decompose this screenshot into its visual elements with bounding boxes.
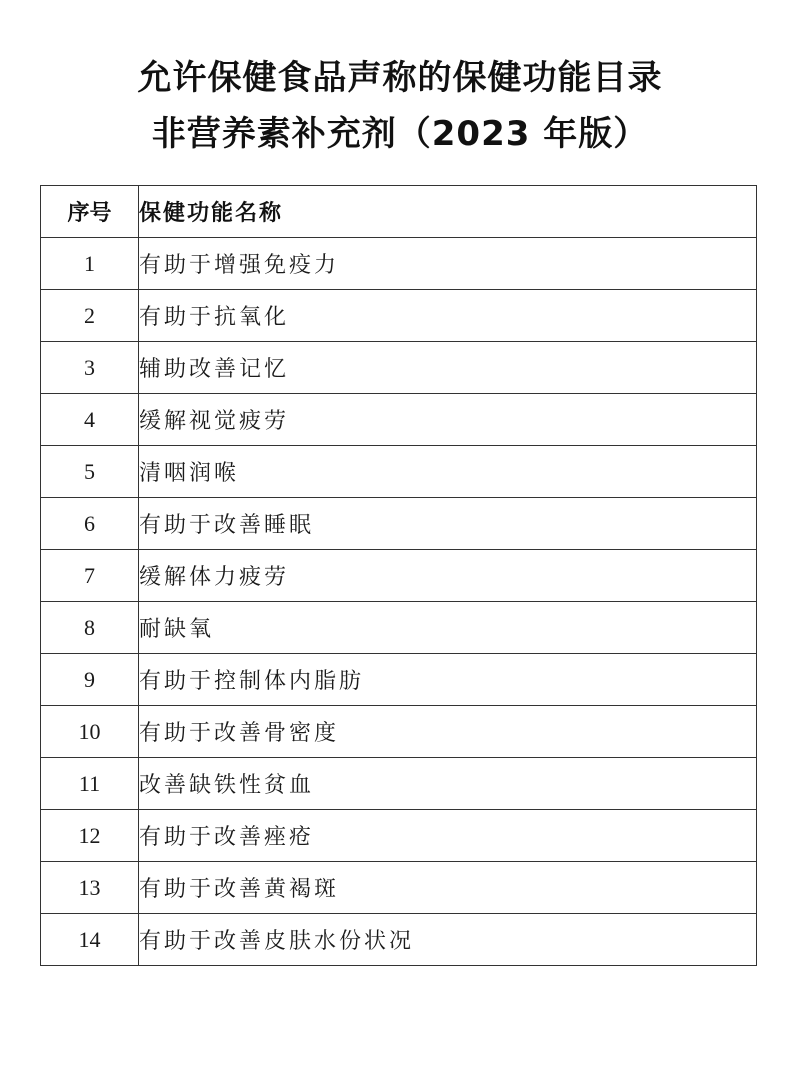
- row-function-name: 耐缺氧: [139, 602, 757, 654]
- row-function-name: 缓解体力疲劳: [139, 550, 757, 602]
- row-function-name: 辅助改善记忆: [139, 342, 757, 394]
- row-number: 10: [41, 706, 139, 758]
- row-number: 8: [41, 602, 139, 654]
- row-function-name: 清咽润喉: [139, 446, 757, 498]
- row-function-name: 改善缺铁性贫血: [139, 758, 757, 810]
- table-row: [41, 550, 757, 602]
- row-function-name: 有助于控制体内脂肪: [139, 654, 757, 706]
- row-function-name: 有助于改善黄褐斑: [139, 862, 757, 914]
- row-number: 3: [41, 342, 139, 394]
- row-function-name: 缓解视觉疲劳: [139, 394, 757, 446]
- row-number: 4: [41, 394, 139, 446]
- table-row: [41, 290, 757, 342]
- row-function-name: 有助于改善痤疮: [139, 810, 757, 862]
- row-number: 7: [41, 550, 139, 602]
- row-number: 5: [41, 446, 139, 498]
- table-row: [41, 602, 757, 654]
- table-row: [41, 706, 757, 758]
- document-title: 允许保健食品声称的保健功能目录: [137, 58, 663, 98]
- row-function-name: 有助于改善睡眠: [139, 498, 757, 550]
- table-row: [41, 914, 757, 966]
- table-row: [41, 342, 757, 394]
- table-row: [41, 498, 757, 550]
- health-function-table: [40, 185, 757, 966]
- table-row: [41, 238, 757, 290]
- row-number: 2: [41, 290, 139, 342]
- row-number: 1: [41, 238, 139, 290]
- row-number: 14: [41, 914, 139, 966]
- row-number: 6: [41, 498, 139, 550]
- table-row: [41, 810, 757, 862]
- document-subtitle: 非营养素补充剂（2023 年版）: [151, 114, 649, 154]
- table-row: [41, 394, 757, 446]
- table-row: [41, 758, 757, 810]
- table-row: [41, 862, 757, 914]
- row-function-name: 有助于增强免疫力: [139, 238, 757, 290]
- row-function-name: 有助于抗氧化: [139, 290, 757, 342]
- row-function-name: 有助于改善骨密度: [139, 706, 757, 758]
- row-number: 13: [41, 862, 139, 914]
- table-header-row: [41, 186, 757, 238]
- table-row: [41, 654, 757, 706]
- row-function-name: 有助于改善皮肤水份状况: [139, 914, 757, 966]
- row-number: 11: [41, 758, 139, 810]
- row-number: 12: [41, 810, 139, 862]
- row-number: 9: [41, 654, 139, 706]
- header-serial-number: 序号: [41, 186, 139, 238]
- header-function-name: 保健功能名称: [139, 186, 757, 238]
- table-row: [41, 446, 757, 498]
